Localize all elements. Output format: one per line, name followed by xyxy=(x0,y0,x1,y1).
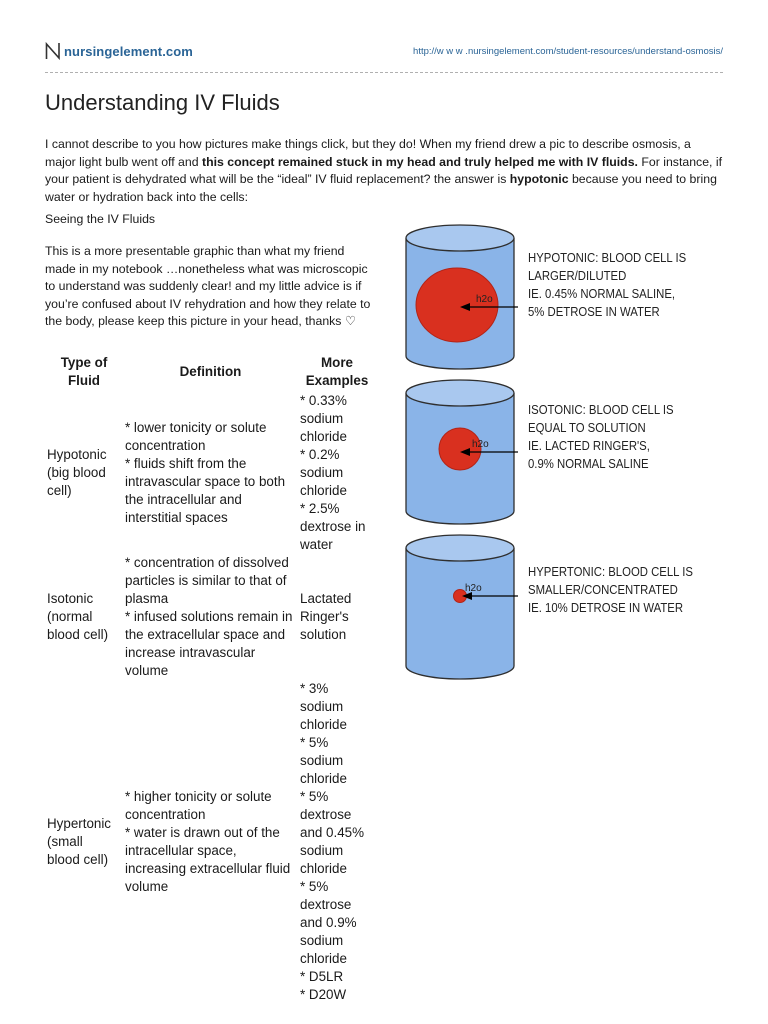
table-row-isotonic xyxy=(45,554,376,680)
caption-line: SMALLER/CONCENTRATED xyxy=(528,582,678,597)
fluid-type-line: (big blood xyxy=(47,465,106,480)
intro-text-1: I cannot describe to you how pictures make things click, but they do! When my friend drew a pic to describe osmosis, a major light bulb went off and xyxy=(45,137,691,169)
h2o-label: h2o xyxy=(476,294,493,305)
example-item: * 2.5% dextrose in water xyxy=(300,501,366,552)
fluid-type-line: blood cell) xyxy=(47,852,109,867)
iv-fluid-diagram xyxy=(400,222,735,682)
intro-text-3: because you need to bring water or hydration back into the cells: xyxy=(45,172,717,204)
fluid-type-cell xyxy=(45,554,123,680)
iv-fluids-table xyxy=(45,352,376,1004)
example-item: * 0.2% sodium chloride xyxy=(300,447,347,498)
example-item: * 3% sodium chloride xyxy=(300,681,347,732)
caption-line: HYPOTONIC: BLOOD CELL IS xyxy=(528,250,687,265)
hypertonic-caption xyxy=(528,563,693,617)
caption-line: IE. LACTED RINGER'S, xyxy=(528,438,650,453)
fluid-type-cell xyxy=(45,680,123,1004)
definition-item: * concentration of dissolved particles is similar to that of plasma xyxy=(125,555,289,606)
fluid-type-cell xyxy=(45,392,123,554)
examples-cell xyxy=(298,392,376,554)
intro-bold-1: this concept remained stuck in my head and truly helped me with IV fluids. xyxy=(202,154,638,169)
definition-cell xyxy=(123,392,298,554)
isotonic-cylinder-icon xyxy=(400,377,520,527)
example-item: * D20W xyxy=(300,987,347,1002)
example-item: * D5LR xyxy=(300,969,344,984)
isotonic-caption xyxy=(528,401,674,473)
intro-paragraph xyxy=(45,136,725,206)
caption-line: 0.9% NORMAL SALINE xyxy=(528,456,649,471)
definition-item: * lower tonicity or solute concentration xyxy=(125,420,267,453)
definition-item: * higher tonicity or solute concentration xyxy=(125,789,272,822)
explanation-paragraph: This is a more presentable graphic than what my friend made in my notebook …nonetheless what was microscopic to understand was suddenly clear! and my little advice is if you’re confused about IV rehydration and how they relate to the body, please keep this picture in your head, thanks ♡ xyxy=(45,244,371,328)
caption-line: IE. 10% DETROSE IN WATER xyxy=(528,600,684,615)
caption-line: IE. 0.45% NORMAL SALINE, xyxy=(528,286,676,301)
page-title: Understanding IV Fluids xyxy=(45,90,280,115)
hypertonic-cylinder-icon xyxy=(400,532,520,682)
intro-text-2: For instance, if your patient is dehydrated what will be the “ideal” IV fluid replacement? the answer is xyxy=(45,154,723,186)
isotonic-diagram xyxy=(400,377,735,532)
caption-line: LARGER/DILUTED xyxy=(528,268,627,283)
example-item: Lactated Ringer's solution xyxy=(300,591,352,642)
fluid-type-line: Hypertonic xyxy=(47,816,112,831)
fluid-type-line: cell) xyxy=(47,483,72,498)
hypotonic-cylinder-icon xyxy=(400,222,520,372)
definition-item: * water is drawn out of the intracellular space, increasing extracellular fluid volume xyxy=(125,825,291,894)
page-header xyxy=(45,42,723,64)
hypotonic-diagram xyxy=(400,222,735,377)
example-item: * 0.33% sodium chloride xyxy=(300,393,347,444)
definition-cell xyxy=(123,680,298,1004)
definition-item: * infused solutions remain in the extracellular space and increase intravascular volume xyxy=(125,609,293,678)
fluid-type-line: Isotonic xyxy=(47,591,94,606)
caption-line: EQUAL TO SOLUTION xyxy=(528,420,646,435)
example-item: * 5% dextrose and 0.9% sodium chloride xyxy=(300,879,357,966)
h2o-label: h2o xyxy=(465,583,482,594)
examples-cell xyxy=(298,554,376,680)
h2o-label: h2o xyxy=(472,439,489,450)
header-examples: More Examples xyxy=(305,355,369,388)
header-divider xyxy=(45,72,723,73)
subheading: Seeing the IV Fluids xyxy=(45,212,156,226)
header-definition: Definition xyxy=(179,364,242,379)
intro-bold-2: hypotonic xyxy=(509,172,569,186)
caption-line: HYPERTONIC: BLOOD CELL IS xyxy=(528,564,693,579)
site-name: nursingelement.com xyxy=(64,43,193,59)
page-url-link[interactable]: http://w w w .nursingelement.com/student-resources/understand-osmosis/ xyxy=(413,46,723,57)
table-header-row xyxy=(45,352,376,392)
caption-line: 5% DETROSE IN WATER xyxy=(528,304,660,319)
logo-n-icon xyxy=(45,42,61,60)
definition-cell xyxy=(123,554,298,680)
examples-cell xyxy=(298,680,376,1004)
table-row-hypotonic xyxy=(45,392,376,554)
example-item: * 5% sodium chloride xyxy=(300,735,347,786)
table-row-hypertonic xyxy=(45,680,376,1004)
fluid-type-line: blood cell) xyxy=(47,627,109,642)
hypertonic-diagram xyxy=(400,532,735,682)
site-logo[interactable] xyxy=(45,42,193,60)
example-item: * 5% dextrose and 0.45% sodium chloride xyxy=(300,789,365,876)
fluid-type-line: Hypotonic xyxy=(47,447,107,462)
fluid-type-line: (normal xyxy=(47,609,93,624)
fluid-type-line: (small xyxy=(47,834,83,849)
header-type: Type of Fluid xyxy=(60,355,108,388)
hypotonic-caption xyxy=(528,249,686,321)
caption-line: ISOTONIC: BLOOD CELL IS xyxy=(528,402,674,417)
definition-item: * fluids shift from the intravascular space to both the intracellular and interstitial spaces xyxy=(125,456,286,525)
